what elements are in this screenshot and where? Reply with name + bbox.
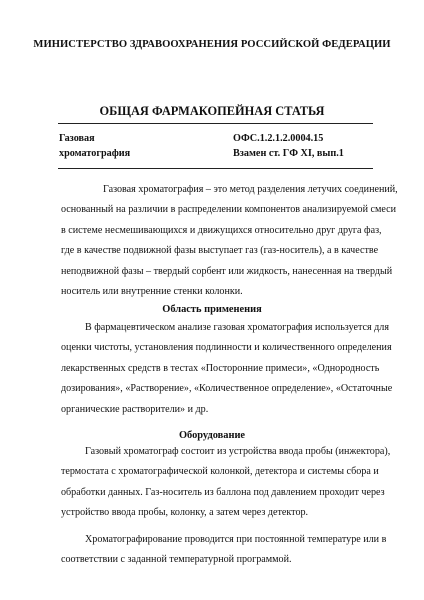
header-top-rule	[58, 123, 373, 124]
intro-paragraph	[61, 180, 398, 302]
text-line: носитель или внутренние стенки колонки.	[61, 286, 243, 298]
section-heading-equipment: Оборудование	[178, 430, 246, 441]
replaces-note: Взамен ст. ГФ XI, вып.1	[233, 148, 344, 159]
text-line: органические растворители» и др.	[61, 403, 209, 415]
header-bottom-rule	[58, 168, 373, 169]
text-line: неподвижной фазы – твердый сорбент или жидкость, нанесенная на твердый	[61, 265, 393, 277]
text-line: устройство ввода пробы, колонку, а затем через детектор.	[61, 507, 309, 519]
equipment-paragraph-2	[61, 530, 387, 571]
equipment-paragraph-1	[61, 442, 391, 524]
section-heading-scope: Область применения	[162, 304, 262, 315]
ministry-name: МИНИСТЕРСТВО ЗДРАВООХРАНЕНИЯ РОССИЙСКОЙ ФЕДЕРАЦИИ	[33, 39, 391, 50]
text-line: дозирования», «Растворение», «Количественное определение», «Остаточные	[61, 383, 393, 395]
article-title-line-2: хроматография	[59, 148, 131, 159]
text-line: В фармацевтическом анализе газовая хроматография используется для	[85, 322, 389, 333]
text-line: Газовый хроматограф состоит из устройства ввода пробы (инжектора),	[85, 446, 391, 457]
article-code: ОФС.1.2.1.2.0004.15	[233, 133, 324, 144]
text-line: обработки данных. Газ-носитель из баллона под давлением проходит через	[61, 486, 385, 498]
text-line: основанный на различии в распределении компонентов анализируемой смеси	[61, 204, 396, 216]
text-line: Газовая хроматография – это метод разделения летучих соединений,	[103, 184, 398, 195]
scope-paragraph	[61, 318, 393, 420]
text-line: Хроматографирование проводится при постоянной температуре или в	[85, 534, 387, 545]
text-line: соответствии с заданной температурной программой.	[61, 554, 292, 566]
text-line: оценки чистоты, установления подлинности и количественного определения	[61, 342, 392, 354]
text-line: лекарственных средств в тестах «Посторонние примеси», «Однородность	[61, 362, 380, 374]
text-line: в системе несмешивающихся и движущихся относительно друг друга фаз,	[61, 224, 382, 236]
article-title-line-1: Газовая	[59, 133, 95, 144]
text-line: где в качестве подвижной фазы выступает газ (газ-носитель), а в качестве	[61, 245, 379, 257]
text-line: термостата с хроматографической колонкой, детектора и системы сбора и	[61, 466, 379, 478]
document-type-title: ОБЩАЯ ФАРМАКОПЕЙНАЯ СТАТЬЯ	[99, 104, 325, 118]
